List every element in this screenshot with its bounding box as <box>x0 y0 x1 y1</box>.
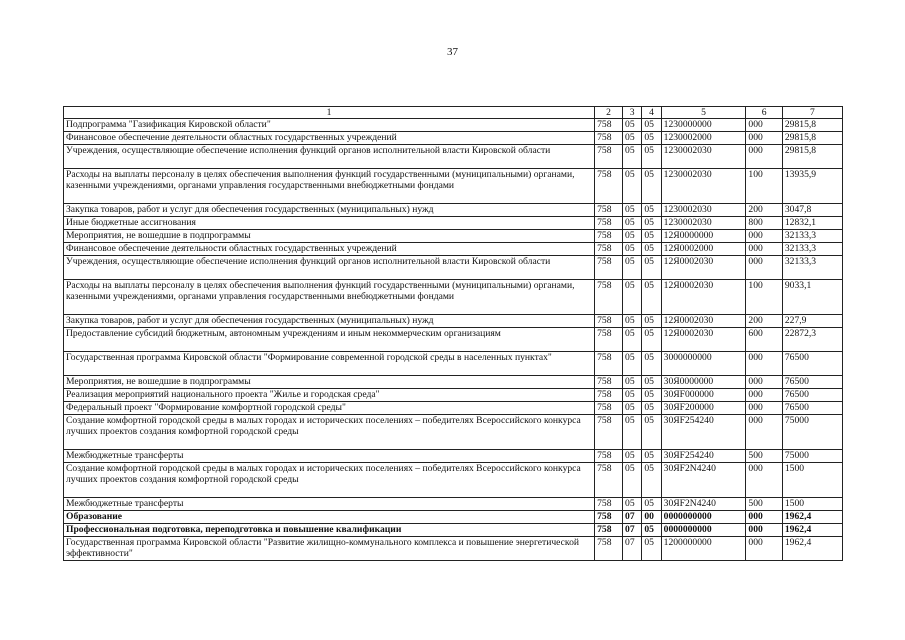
item-name-cell: Межбюджетные трансферты <box>64 498 595 511</box>
ministry-code-cell: 758 <box>595 217 623 230</box>
expense-type-cell: 000 <box>746 119 782 132</box>
expense-type-cell: 200 <box>746 315 782 328</box>
ministry-code-cell: 758 <box>595 169 623 204</box>
expense-type-cell: 000 <box>746 376 782 389</box>
item-name-cell: Подпрограмма "Газификация Кировской области" <box>64 119 595 132</box>
section-code-cell: 05 <box>623 463 642 498</box>
expense-type-cell: 000 <box>746 352 782 376</box>
table-row <box>64 498 843 511</box>
item-name-cell: Учреждения, осуществляющие обеспечение исполнения функций органов исполнительной власти Кировской области <box>64 145 595 169</box>
section-code-cell: 05 <box>623 280 642 315</box>
subsection-code-cell: 05 <box>642 450 661 463</box>
ministry-code-cell: 758 <box>595 243 623 256</box>
target-article-cell: 1230002000 <box>661 132 746 145</box>
ministry-code-cell: 758 <box>595 132 623 145</box>
amount-cell: 32133,3 <box>782 256 842 280</box>
subsection-code-cell: 05 <box>642 132 661 145</box>
expense-type-cell: 000 <box>746 524 782 537</box>
section-code-cell: 05 <box>623 243 642 256</box>
ministry-code-cell: 758 <box>595 389 623 402</box>
expense-type-cell: 000 <box>746 415 782 450</box>
item-name-cell: Иные бюджетные ассигнования <box>64 217 595 230</box>
table-row <box>64 119 843 132</box>
section-code-cell: 05 <box>623 145 642 169</box>
subsection-code-cell: 05 <box>642 537 661 561</box>
table-row <box>64 145 843 169</box>
section-code-cell: 05 <box>623 217 642 230</box>
ministry-code-cell: 758 <box>595 315 623 328</box>
expense-type-cell: 200 <box>746 204 782 217</box>
target-article-cell: 12Я0000000 <box>661 230 746 243</box>
table-row <box>64 524 843 537</box>
target-article-cell: 12Я0002030 <box>661 280 746 315</box>
header-cell: 2 <box>595 107 623 119</box>
section-code-cell: 05 <box>623 169 642 204</box>
table-row <box>64 204 843 217</box>
ministry-code-cell: 758 <box>595 230 623 243</box>
section-code-cell: 05 <box>623 352 642 376</box>
target-article-cell: 30ЯF2N4240 <box>661 463 746 498</box>
section-code-cell: 05 <box>623 376 642 389</box>
section-code-cell: 05 <box>623 328 642 352</box>
target-article-cell: 12Я0002030 <box>661 315 746 328</box>
expense-type-cell: 000 <box>746 256 782 280</box>
table-row <box>64 217 843 230</box>
item-name-cell: Учреждения, осуществляющие обеспечение исполнения функций органов исполнительной власти Кировской области <box>64 256 595 280</box>
target-article-cell: 0000000000 <box>661 511 746 524</box>
amount-cell: 75000 <box>782 415 842 450</box>
expense-type-cell: 500 <box>746 450 782 463</box>
section-code-cell: 05 <box>623 315 642 328</box>
table-row <box>64 402 843 415</box>
section-code-cell: 05 <box>623 119 642 132</box>
header-cell: 4 <box>642 107 661 119</box>
ministry-code-cell: 758 <box>595 376 623 389</box>
amount-cell: 1500 <box>782 498 842 511</box>
ministry-code-cell: 758 <box>595 415 623 450</box>
item-name-cell: Финансовое обеспечение деятельности областных государственных учреждений <box>64 243 595 256</box>
subsection-code-cell: 05 <box>642 145 661 169</box>
ministry-code-cell: 758 <box>595 463 623 498</box>
expense-type-cell: 000 <box>746 389 782 402</box>
target-article-cell: 12Я0002000 <box>661 243 746 256</box>
target-article-cell: 1200000000 <box>661 537 746 561</box>
amount-cell: 227,9 <box>782 315 842 328</box>
item-name-cell: Мероприятия, не вошедшие в подпрограммы <box>64 376 595 389</box>
amount-cell: 76500 <box>782 352 842 376</box>
expense-type-cell: 000 <box>746 230 782 243</box>
section-code-cell: 07 <box>623 511 642 524</box>
target-article-cell: 12Я0002030 <box>661 328 746 352</box>
budget-table <box>63 106 843 561</box>
amount-cell: 22872,3 <box>782 328 842 352</box>
ministry-code-cell: 758 <box>595 119 623 132</box>
subsection-code-cell: 05 <box>642 463 661 498</box>
table-row <box>64 415 843 450</box>
header-cell: 6 <box>746 107 782 119</box>
target-article-cell: 1230002030 <box>661 204 746 217</box>
table-row <box>64 450 843 463</box>
ministry-code-cell: 758 <box>595 511 623 524</box>
section-code-cell: 05 <box>623 256 642 280</box>
section-code-cell: 07 <box>623 524 642 537</box>
subsection-code-cell: 05 <box>642 119 661 132</box>
section-code-cell: 05 <box>623 450 642 463</box>
target-article-cell: 30ЯF254240 <box>661 415 746 450</box>
amount-cell: 76500 <box>782 402 842 415</box>
amount-cell: 1962,4 <box>782 524 842 537</box>
ministry-code-cell: 758 <box>595 450 623 463</box>
amount-cell: 1962,4 <box>782 511 842 524</box>
amount-cell: 1962,4 <box>782 537 842 561</box>
item-name-cell: Государственная программа Кировской области "Формирование современной городской среды в населенных пунктах" <box>64 352 595 376</box>
table-row <box>64 169 843 204</box>
target-article-cell: 30ЯF254240 <box>661 450 746 463</box>
header-cell: 7 <box>782 107 842 119</box>
subsection-code-cell: 05 <box>642 169 661 204</box>
amount-cell: 9033,1 <box>782 280 842 315</box>
item-name-cell: Расходы на выплаты персоналу в целях обеспечения выполнения функций государственными (муниципальными) органами, казенными учреждениями, органами управления государственными внебюджетными фондами <box>64 169 595 204</box>
table-row <box>64 389 843 402</box>
table-row <box>64 230 843 243</box>
header-cell: 5 <box>661 107 746 119</box>
target-article-cell: 0000000000 <box>661 524 746 537</box>
item-name-cell: Образование <box>64 511 595 524</box>
target-article-cell: 30ЯF200000 <box>661 402 746 415</box>
item-name-cell: Закупка товаров, работ и услуг для обеспечения государственных (муниципальных) нужд <box>64 204 595 217</box>
item-name-cell: Реализация мероприятий национального проекта "Жилье и городская среда" <box>64 389 595 402</box>
amount-cell: 13935,9 <box>782 169 842 204</box>
subsection-code-cell: 05 <box>642 230 661 243</box>
target-article-cell: 1230002030 <box>661 169 746 204</box>
item-name-cell: Мероприятия, не вошедшие в подпрограммы <box>64 230 595 243</box>
subsection-code-cell: 05 <box>642 243 661 256</box>
ministry-code-cell: 758 <box>595 352 623 376</box>
table-row <box>64 352 843 376</box>
ministry-code-cell: 758 <box>595 402 623 415</box>
table-row <box>64 376 843 389</box>
target-article-cell: 1230002030 <box>661 217 746 230</box>
target-article-cell: 1230000000 <box>661 119 746 132</box>
amount-cell: 76500 <box>782 389 842 402</box>
subsection-code-cell: 05 <box>642 315 661 328</box>
amount-cell: 1500 <box>782 463 842 498</box>
table-row <box>64 537 843 561</box>
expense-type-cell: 600 <box>746 328 782 352</box>
expense-type-cell: 000 <box>746 243 782 256</box>
amount-cell: 76500 <box>782 376 842 389</box>
item-name-cell: Профессиональная подготовка, переподготовка и повышение квалификации <box>64 524 595 537</box>
subsection-code-cell: 05 <box>642 217 661 230</box>
table-row <box>64 132 843 145</box>
expense-type-cell: 500 <box>746 498 782 511</box>
target-article-cell: 12Я0002030 <box>661 256 746 280</box>
expense-type-cell: 000 <box>746 145 782 169</box>
expense-type-cell: 000 <box>746 402 782 415</box>
item-name-cell: Федеральный проект "Формирование комфортной городской среды" <box>64 402 595 415</box>
expense-type-cell: 100 <box>746 280 782 315</box>
expense-type-cell: 000 <box>746 511 782 524</box>
subsection-code-cell: 05 <box>642 498 661 511</box>
ministry-code-cell: 758 <box>595 280 623 315</box>
subsection-code-cell: 05 <box>642 376 661 389</box>
section-code-cell: 05 <box>623 132 642 145</box>
ministry-code-cell: 758 <box>595 498 623 511</box>
subsection-code-cell: 05 <box>642 352 661 376</box>
amount-cell: 29815,8 <box>782 132 842 145</box>
amount-cell: 32133,3 <box>782 230 842 243</box>
ministry-code-cell: 758 <box>595 328 623 352</box>
header-cell: 3 <box>623 107 642 119</box>
target-article-cell: 3000000000 <box>661 352 746 376</box>
expense-type-cell: 000 <box>746 132 782 145</box>
item-name-cell: Государственная программа Кировской области "Развитие жилищно-коммунального комплекса и повышение энергетической эффективности" <box>64 537 595 561</box>
expense-type-cell: 000 <box>746 463 782 498</box>
ministry-code-cell: 758 <box>595 204 623 217</box>
expense-type-cell: 100 <box>746 169 782 204</box>
table-row <box>64 243 843 256</box>
section-code-cell: 05 <box>623 389 642 402</box>
amount-cell: 32133,3 <box>782 243 842 256</box>
amount-cell: 12832,1 <box>782 217 842 230</box>
section-code-cell: 05 <box>623 498 642 511</box>
section-code-cell: 05 <box>623 415 642 450</box>
page-number: 37 <box>447 46 458 58</box>
subsection-code-cell: 05 <box>642 524 661 537</box>
subsection-code-cell: 05 <box>642 328 661 352</box>
target-article-cell: 30ЯF2N4240 <box>661 498 746 511</box>
expense-type-cell: 000 <box>746 537 782 561</box>
table-row <box>64 463 843 498</box>
item-name-cell: Создание комфортной городской среды в малых городах и исторических поселениях – победителях Всероссийского конкурса лучших проектов создания комфортной городской среды <box>64 415 595 450</box>
subsection-code-cell: 05 <box>642 256 661 280</box>
subsection-code-cell: 05 <box>642 415 661 450</box>
target-article-cell: 1230002030 <box>661 145 746 169</box>
subsection-code-cell: 05 <box>642 389 661 402</box>
table-row <box>64 511 843 524</box>
subsection-code-cell: 00 <box>642 511 661 524</box>
ministry-code-cell: 758 <box>595 256 623 280</box>
target-article-cell: 30ЯF000000 <box>661 389 746 402</box>
ministry-code-cell: 758 <box>595 524 623 537</box>
table-row <box>64 280 843 315</box>
amount-cell: 3047,8 <box>782 204 842 217</box>
item-name-cell: Расходы на выплаты персоналу в целях обеспечения выполнения функций государственными (муниципальными) органами, казенными учреждениями, органами управления государственными внебюджетными фондами <box>64 280 595 315</box>
item-name-cell: Межбюджетные трансферты <box>64 450 595 463</box>
item-name-cell: Финансовое обеспечение деятельности областных государственных учреждений <box>64 132 595 145</box>
section-code-cell: 05 <box>623 402 642 415</box>
item-name-cell: Закупка товаров, работ и услуг для обеспечения государственных (муниципальных) нужд <box>64 315 595 328</box>
table-row <box>64 256 843 280</box>
ministry-code-cell: 758 <box>595 145 623 169</box>
amount-cell: 29815,8 <box>782 145 842 169</box>
subsection-code-cell: 05 <box>642 402 661 415</box>
amount-cell: 29815,8 <box>782 119 842 132</box>
item-name-cell: Предоставление субсидий бюджетным, автономным учреждениям и иным некоммерческим организациям <box>64 328 595 352</box>
ministry-code-cell: 758 <box>595 537 623 561</box>
section-code-cell: 05 <box>623 204 642 217</box>
subsection-code-cell: 05 <box>642 280 661 315</box>
amount-cell: 75000 <box>782 450 842 463</box>
section-code-cell: 05 <box>623 230 642 243</box>
item-name-cell: Создание комфортной городской среды в малых городах и исторических поселениях – победителях Всероссийского конкурса лучших проектов создания комфортной городской среды <box>64 463 595 498</box>
table-row <box>64 328 843 352</box>
table-row <box>64 315 843 328</box>
target-article-cell: 30Я0000000 <box>661 376 746 389</box>
expense-type-cell: 800 <box>746 217 782 230</box>
header-cell: 1 <box>64 107 595 119</box>
subsection-code-cell: 05 <box>642 204 661 217</box>
section-code-cell: 07 <box>623 537 642 561</box>
table-header-row <box>64 107 843 119</box>
